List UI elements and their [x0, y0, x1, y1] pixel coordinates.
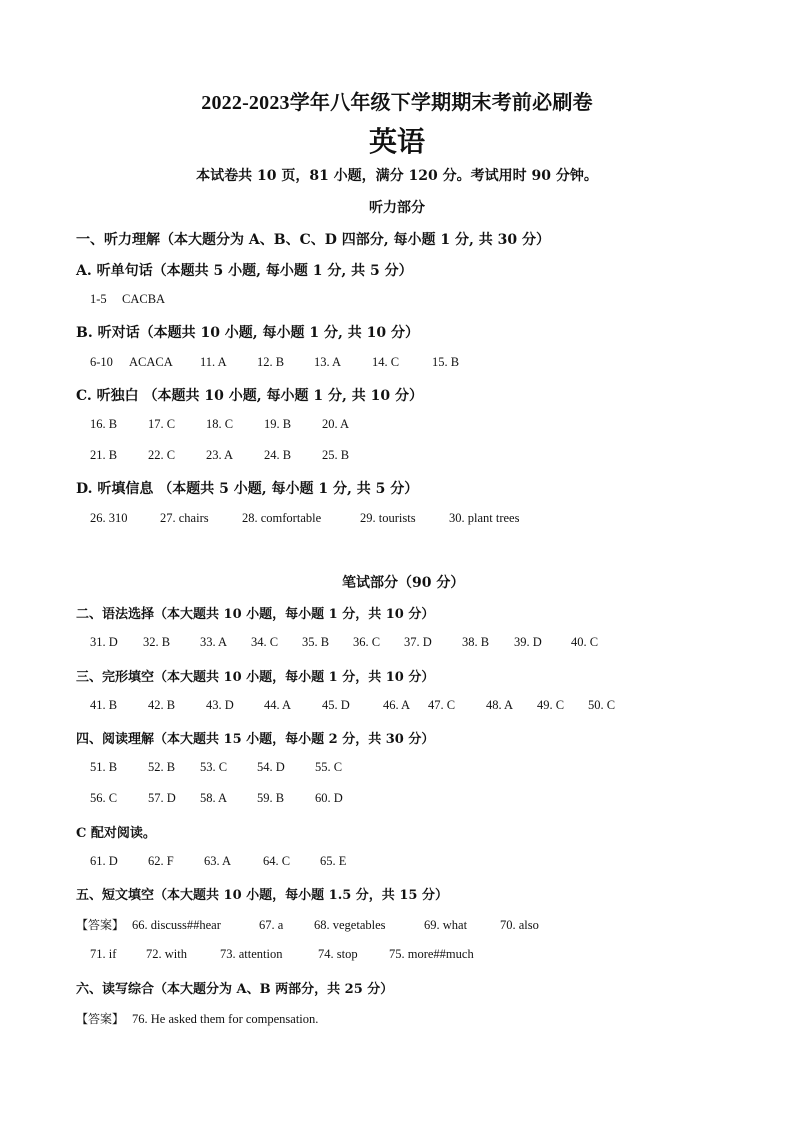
answer-item: 48. A [486, 698, 514, 712]
answer-item: 61. D [90, 854, 118, 868]
answer-row [90, 947, 474, 962]
section-b-title: B. 听对话（本题共 10 小题, 每小题 1 分, 共 10 分） [76, 325, 420, 341]
answer-item: 15. B [432, 355, 460, 369]
answer-item: 72. with [146, 947, 187, 961]
answer-row [90, 791, 343, 806]
answer-row [76, 916, 539, 933]
answer-item: 34. C [251, 635, 279, 649]
answer-row [90, 854, 346, 869]
answer-row [90, 417, 349, 432]
answer-item: CACBA [122, 292, 166, 306]
section-d-title: D. 听填信息 （本题共 5 小题, 每小题 1 分, 共 5 分） [76, 481, 419, 497]
section-c-title: C. 听独白 （本题共 10 小题, 每小题 1 分, 共 10 分） [76, 388, 423, 404]
writing-section-title: 六、读写综合（本大题分为 A、B 两部分，共 25 分） [76, 982, 394, 997]
answer-item: 19. B [264, 417, 292, 431]
answer-item: 71. if [90, 947, 117, 961]
answer-item: 73. attention [220, 947, 283, 961]
answer-row [90, 292, 165, 307]
section-a-title: A. 听单句话（本题共 5 小题, 每小题 1 分, 共 5 分） [76, 263, 413, 279]
answer-item: 16. B [90, 417, 118, 431]
answer-item: 64. C [263, 854, 291, 868]
answer-item: 59. B [257, 791, 285, 805]
answer-label: 【答案】 [76, 1012, 125, 1026]
answer-item: 1-5 [90, 292, 107, 306]
reading-section-title: 四、阅读理解（本大题共 15 小题，每小题 2 分，共 30 分） [76, 732, 435, 747]
answer-item: 11. A [200, 355, 227, 369]
answer-item: 43. D [206, 698, 234, 712]
answer-item: 42. B [148, 698, 176, 712]
answer-item: 14. C [372, 355, 400, 369]
answer-item: 32. B [143, 635, 171, 649]
answer-item: 54. D [257, 760, 285, 774]
answer-item: 29. tourists [360, 511, 416, 525]
answer-item: 37. D [404, 635, 432, 649]
answer-item: 33. A [200, 635, 228, 649]
answer-row [90, 635, 598, 650]
answer-item: 51. B [90, 760, 118, 774]
listening-part-title: 听力部分 [369, 200, 425, 216]
page-title: 2022-2023学年八年级下学期期末考前必刷卷 [201, 92, 593, 114]
answer-item: 52. B [148, 760, 176, 774]
answer-item: 18. C [206, 417, 234, 431]
answer-row [90, 760, 342, 775]
answer-item: 56. C [90, 791, 118, 805]
answer-item: 76. He asked them for compensation. [132, 1012, 319, 1026]
answer-item: 25. B [322, 448, 350, 462]
answer-item: 65. E [320, 854, 347, 868]
answer-item: 38. B [462, 635, 490, 649]
answer-item: 46. A [383, 698, 411, 712]
answer-item: 63. A [204, 854, 232, 868]
answer-item: 36. C [353, 635, 381, 649]
answer-item: 50. C [588, 698, 616, 712]
answer-row [90, 355, 459, 370]
answer-item: 26. 310 [90, 511, 128, 525]
answer-item: 31. D [90, 635, 118, 649]
answer-row [76, 1010, 318, 1027]
answer-item: 57. D [148, 791, 176, 805]
answer-item: 21. B [90, 448, 118, 462]
answer-item: 27. chairs [160, 511, 209, 525]
reading-c-title: C 配对阅读。 [76, 826, 156, 841]
answer-item: 41. B [90, 698, 118, 712]
answer-item: 44. A [264, 698, 292, 712]
answer-item: 62. F [148, 854, 174, 868]
answer-item: 12. B [257, 355, 285, 369]
answer-item: 68. vegetables [314, 918, 386, 932]
answer-item: 23. A [206, 448, 234, 462]
answer-item: 53. C [200, 760, 228, 774]
fill-section-title: 五、短文填空（本大题共 10 小题，每小题 1.5 分，共 15 分） [76, 888, 448, 903]
answer-item: 35. B [302, 635, 330, 649]
answer-item: 58. A [200, 791, 228, 805]
written-part-title: 笔试部分（90 分） [342, 575, 465, 591]
answer-item: 49. C [537, 698, 565, 712]
answer-item: 13. A [314, 355, 342, 369]
answer-item: 39. D [514, 635, 542, 649]
answer-item: 17. C [148, 417, 176, 431]
answer-item: 66. discuss##hear [132, 918, 221, 932]
listening-section-title: 一、听力理解（本大题分为 A、B、C、D 四部分, 每小题 1 分, 共 30 分） [76, 232, 550, 248]
answer-row [90, 511, 519, 526]
answer-item: 55. C [315, 760, 343, 774]
answer-item: 6-10 [90, 355, 113, 369]
answer-item: 47. C [428, 698, 456, 712]
answer-item: 67. a [259, 918, 284, 932]
answer-item: 69. what [424, 918, 468, 932]
answer-item: 45. D [322, 698, 350, 712]
answer-item: 22. C [148, 448, 176, 462]
exam-info: 本试卷共 10 页，81 小题，满分 120 分。考试用时 90 分钟。 [196, 168, 598, 184]
answer-item: 75. more##much [389, 947, 474, 961]
subject-title: 英语 [368, 125, 425, 158]
answer-row [90, 448, 349, 463]
answer-item: ACACA [129, 355, 173, 369]
answer-item: 40. C [571, 635, 599, 649]
answer-item: 20. A [322, 417, 350, 431]
answer-item: 74. stop [318, 947, 358, 961]
cloze-section-title: 三、完形填空（本大题共 10 小题，每小题 1 分，共 10 分） [76, 670, 435, 685]
answer-item: 60. D [315, 791, 343, 805]
grammar-section-title: 二、语法选择（本大题共 10 小题，每小题 1 分，共 10 分） [76, 607, 435, 622]
answer-item: 30. plant trees [449, 511, 520, 525]
answer-item: 28. comfortable [242, 511, 322, 525]
answer-item: 24. B [264, 448, 292, 462]
answer-row [90, 698, 615, 713]
answer-item: 70. also [500, 918, 539, 932]
answer-label: 【答案】 [76, 918, 125, 932]
